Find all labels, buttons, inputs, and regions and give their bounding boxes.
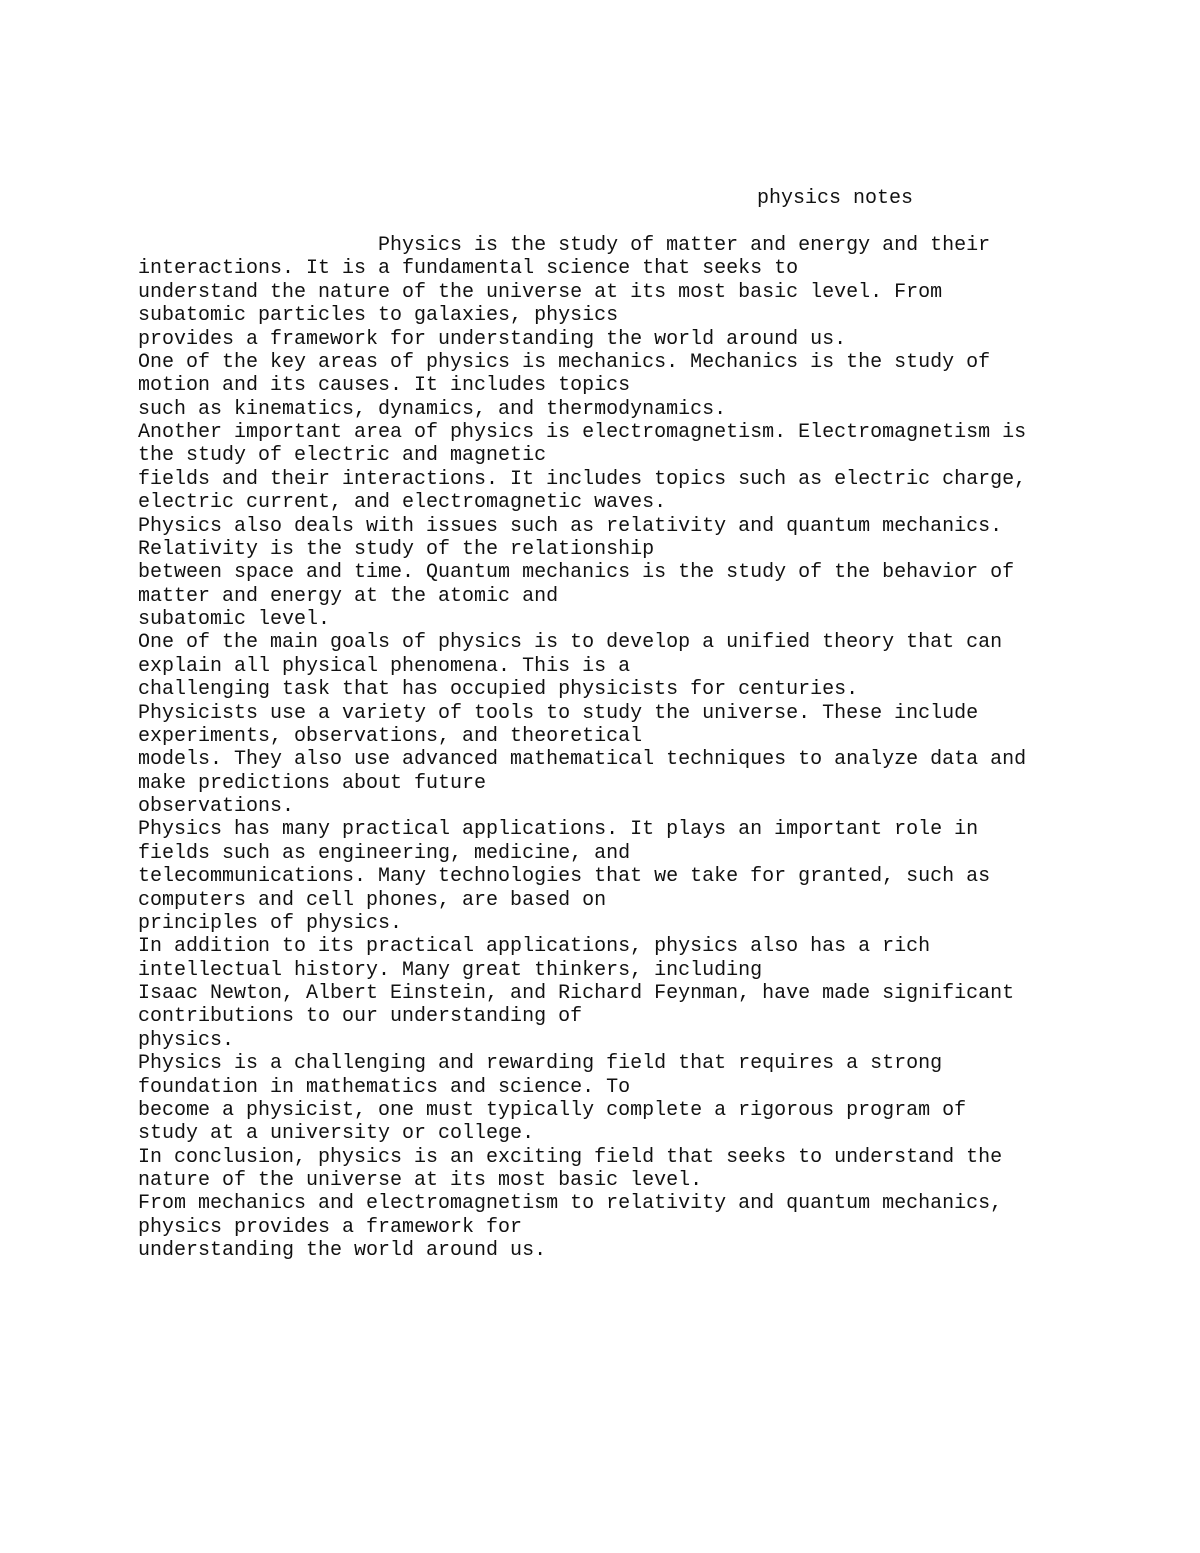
- body-text-line: electric current, and electromagnetic waves.: [138, 491, 667, 515]
- body-text-line: From mechanics and electromagnetism to relativity and quantum mechanics,: [138, 1192, 1003, 1216]
- body-text-line: In conclusion, physics is an exciting field that seeks to understand the: [138, 1145, 1003, 1169]
- body-text-line: between space and time. Quantum mechanics is the study of the behavior of: [138, 561, 1015, 585]
- body-text-line: models. They also use advanced mathematical techniques to analyze data and: [138, 748, 1027, 772]
- body-text-line: Physics has many practical applications. It plays an important role in: [138, 818, 979, 842]
- body-text-line: physics provides a framework for: [138, 1215, 523, 1239]
- body-text-line: fields and their interactions. It includes topics such as electric charge,: [138, 467, 1027, 491]
- body-text-line: understanding the world around us.: [138, 1239, 547, 1263]
- body-text-line: Physicists use a variety of tools to study the universe. These include: [138, 701, 979, 725]
- body-text-line: become a physicist, one must typically complete a rigorous program of: [138, 1098, 967, 1122]
- body-text-line: contributions to our understanding of: [138, 1005, 583, 1029]
- body-text-line: Another important area of physics is electromagnetism. Electromagnetism is: [138, 421, 1027, 444]
- body-text-line: principles of physics.: [138, 911, 403, 935]
- body-text-line: Physics is a challenging and rewarding field that requires a strong: [138, 1052, 943, 1076]
- body-text-line: foundation in mathematics and science. To: [138, 1075, 631, 1099]
- body-text-line: understand the nature of the universe at its most basic level. From: [138, 280, 943, 304]
- body-text-line: experiments, observations, and theoretical: [138, 724, 643, 748]
- body-text-line: such as kinematics, dynamics, and thermodynamics.: [138, 397, 727, 421]
- body-text-line: challenging task that has occupied physicists for centuries.: [138, 678, 859, 702]
- document-title: physics notes: [757, 187, 914, 210]
- body-text-line: Physics is the study of matter and energy and their: [138, 234, 991, 257]
- body-text-line: provides a framework for understanding the world around us.: [138, 327, 847, 351]
- body-text-line: computers and cell phones, are based on: [138, 888, 607, 912]
- body-text-line: observations.: [138, 795, 295, 818]
- body-text-line: interactions. It is a fundamental science that seeks to: [138, 257, 799, 281]
- body-text-line: In addition to its practical applications, physics also has a rich: [138, 935, 931, 959]
- body-text-line: Physics also deals with issues such as relativity and quantum mechanics.: [138, 514, 1003, 538]
- body-text-line: motion and its causes. It includes topics: [138, 374, 631, 398]
- body-text-line: the study of electric and magnetic: [138, 444, 547, 468]
- body-text-line: One of the key areas of physics is mechanics. Mechanics is the study of: [138, 350, 991, 374]
- body-text-line: One of the main goals of physics is to develop a unified theory that can: [138, 631, 1003, 655]
- body-text-line: study at a university or college.: [138, 1122, 535, 1146]
- body-text-line: fields such as engineering, medicine, and: [138, 841, 631, 865]
- document-body: [138, 234, 1178, 1263]
- body-text-line: physics.: [138, 1028, 235, 1052]
- body-text-line: make predictions about future: [138, 771, 487, 795]
- body-text-line: telecommunications. Many technologies that we take for granted, such as: [138, 865, 991, 889]
- body-text-line: explain all physical phenomena. This is a: [138, 654, 631, 678]
- body-text-line: intellectual history. Many great thinkers, including: [138, 958, 763, 982]
- body-text-line: nature of the universe at its most basic level.: [138, 1169, 703, 1192]
- body-text-line: Relativity is the study of the relationship: [138, 537, 655, 561]
- body-text-line: subatomic level.: [138, 608, 331, 631]
- body-text-line: Isaac Newton, Albert Einstein, and Richard Feynman, have made significant: [138, 982, 1015, 1005]
- body-text-line: subatomic particles to galaxies, physics: [138, 304, 619, 328]
- body-text-line: matter and energy at the atomic and: [138, 584, 559, 608]
